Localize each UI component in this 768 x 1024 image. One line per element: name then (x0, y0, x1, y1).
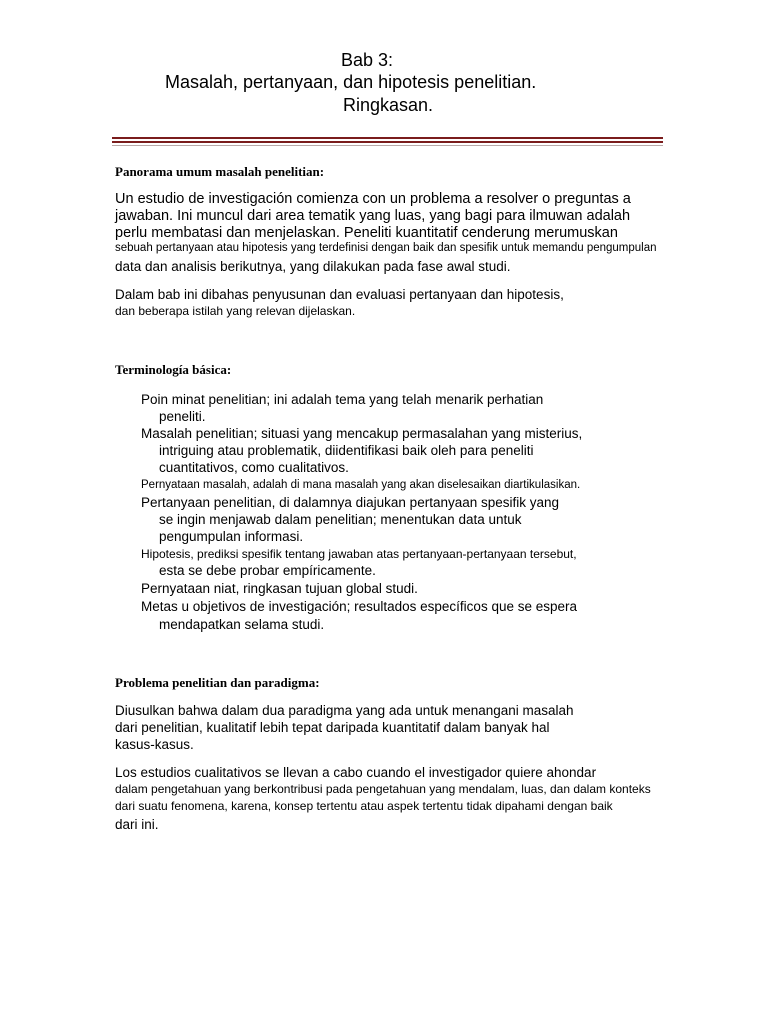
list-item-continuation: cuantitativos, como cualitativos. (159, 460, 349, 475)
list-item: Metas u objetivos de investigación; resultados específicos que se espera (141, 599, 578, 614)
list-item: Poin minat penelitian; ini adalah tema yang telah menarik perhatian (141, 392, 544, 407)
paragraph-line: dari suatu fenomena, karena, konsep tertentu atau aspek tertentu tidak dipahami dengan baik (115, 799, 613, 813)
paragraph-line: data dan analisis berikutnya, yang dilakukan pada fase awal studi. (115, 259, 511, 274)
title-divider (112, 145, 663, 146)
paragraph-line: Dalam bab ini dibahas penyusunan dan evaluasi pertanyaan dan hipotesis, (115, 287, 564, 302)
list-item-continuation: mendapatkan selama studi. (159, 617, 325, 632)
section-heading-terminology: Terminología básica: (115, 362, 232, 377)
paragraph-line: dan beberapa istilah yang relevan dijelaskan. (115, 304, 356, 318)
list-item-continuation: intriguing atau problematik, diidentifikasi baik oleh para peneliti (159, 443, 534, 458)
list-item: Pernyataan masalah, adalah di mana masalah yang akan diselesaikan diartikulasikan. (141, 479, 581, 491)
list-item-continuation: peneliti. (159, 409, 206, 424)
paragraph-line: dari ini. (115, 817, 159, 832)
paragraph-line: Diusulkan bahwa dalam dua paradigma yang ada untuk menangani masalah (115, 703, 574, 718)
list-item-continuation: pengumpulan informasi. (159, 529, 304, 544)
paragraph-line: jawaban. Ini muncul dari area tematik yang luas, yang bagi para ilmuwan adalah (115, 208, 631, 224)
paragraph-line: dari penelitian, kualitatif lebih tepat daripada kuantitatif dalam banyak hal (115, 720, 550, 735)
list-item: Masalah penelitian; situasi yang mencakup permasalahan yang misterius, (141, 426, 583, 441)
list-item: Hipotesis, prediksi spesifik tentang jawaban atas pertanyaan-pertanyaan tersebut, (141, 547, 577, 561)
paragraph-line: dalam pengetahuan yang berkontribusi pada pengetahuan yang mendalam, luas, dan dalam konteks (115, 782, 651, 796)
list-item-continuation: esta se debe probar empíricamente. (159, 563, 376, 578)
chapter-number: Bab 3: (341, 50, 394, 70)
paragraph-line: Los estudios cualitativos se llevan a cabo cuando el investigador quiere ahondar (115, 765, 597, 780)
chapter-title: Masalah, pertanyaan, dan hipotesis penelitian. (165, 72, 537, 92)
paragraph-line: sebuah pertanyaan atau hipotesis yang terdefinisi dengan baik dan spesifik untuk memandu pengumpulan (115, 242, 657, 254)
list-item: Pertanyaan penelitian, di dalamnya diajukan pertanyaan spesifik yang (141, 495, 560, 510)
section-heading-panorama: Panorama umum masalah penelitian: (115, 164, 325, 179)
paragraph-line: kasus-kasus. (115, 737, 194, 752)
chapter-subtitle: Ringkasan. (343, 95, 434, 115)
title-divider (112, 141, 663, 143)
title-divider (112, 137, 663, 139)
paragraph-line: Un estudio de investigación comienza con un problema a resolver o preguntas a (115, 191, 631, 207)
section-heading-paradigm: Problema penelitian dan paradigma: (115, 675, 320, 690)
paragraph-line: perlu membatasi dan menjelaskan. Peneliti kuantitatif cenderung merumuskan (115, 225, 618, 241)
list-item: Pernyataan niat, ringkasan tujuan global studi. (141, 581, 418, 596)
list-item-continuation: se ingin menjawab dalam penelitian; menentukan data untuk (159, 512, 522, 527)
